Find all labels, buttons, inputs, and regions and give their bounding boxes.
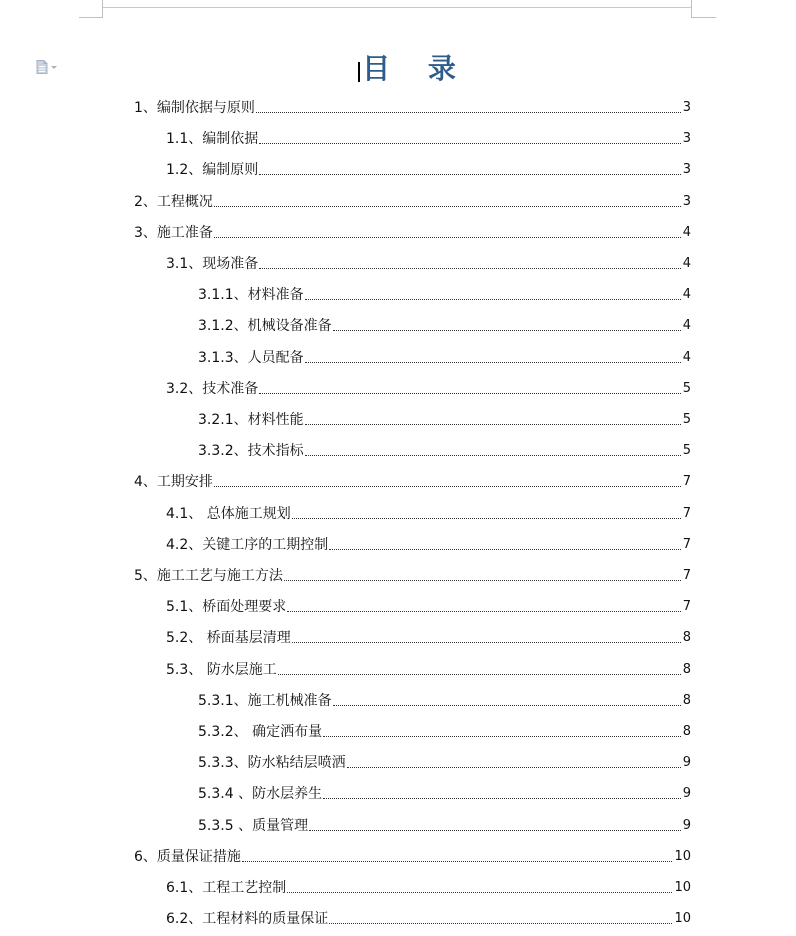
toc-entry-title: 1、编制依据与原则	[134, 100, 255, 116]
toc-entry[interactable]	[166, 659, 691, 679]
toc-dot-leader	[309, 830, 681, 831]
toc-dot-leader	[329, 923, 672, 924]
toc-entry-title: 6.2、工程材料的质量保证	[166, 911, 329, 927]
toc-entry[interactable]	[166, 503, 691, 523]
toc-entry-title: 3.2、技术准备	[166, 381, 259, 397]
toc-entry[interactable]	[198, 721, 691, 741]
toc-entry[interactable]	[166, 877, 691, 897]
toc-entry-title: 4、工期安排	[134, 474, 213, 490]
toc-entry[interactable]	[166, 253, 691, 273]
toc-entry-title: 6、质量保证措施	[134, 849, 241, 865]
toc-dot-leader	[323, 736, 681, 737]
toc-dot-leader	[242, 861, 673, 862]
toc-page-number: 5	[682, 412, 691, 427]
toc-dot-leader	[284, 580, 681, 581]
toc-entry-title: 3.3.2、技术指标	[198, 443, 304, 459]
toc-dot-leader	[259, 393, 680, 394]
toc-dot-leader	[323, 798, 681, 799]
toc-page-number: 10	[674, 849, 691, 864]
toc-page-number: 3	[682, 131, 691, 146]
toc-entry[interactable]	[134, 97, 691, 117]
page-corner-mark-left-vertical	[102, 0, 103, 18]
toc-dot-leader	[287, 611, 680, 612]
toc-page-number: 9	[682, 755, 691, 770]
toc-entry-title: 5.1、桥面处理要求	[166, 599, 287, 615]
toc-page-number: 3	[682, 194, 691, 209]
toc-entry-title: 3、施工准备	[134, 225, 213, 241]
toc-entry-title: 5.3.1、施工机械准备	[198, 693, 332, 709]
toc-dot-leader	[214, 486, 681, 487]
toc-entry-title: 3.1、现场准备	[166, 256, 259, 272]
toc-page-number: 7	[682, 537, 691, 552]
toc-page-number: 4	[682, 318, 691, 333]
toc-entry-title: 5.2、 桥面基层清理	[166, 630, 291, 646]
page-top-border	[102, 7, 692, 8]
toc-entry[interactable]	[198, 440, 691, 460]
toc-entry-title: 3.1.3、人员配备	[198, 350, 304, 366]
toc-entry[interactable]	[198, 315, 691, 335]
toc-dot-leader	[292, 642, 681, 643]
toc-page-number: 8	[682, 724, 691, 739]
toc-entry[interactable]	[166, 908, 691, 928]
toc-dot-leader	[214, 206, 681, 207]
toc-entry[interactable]	[198, 783, 691, 803]
toc-entry[interactable]	[166, 128, 691, 148]
toc-entry-title: 4.2、关键工序的工期控制	[166, 537, 329, 553]
text-cursor	[358, 62, 360, 82]
toc-page-number: 10	[674, 880, 691, 895]
toc-page-number: 7	[682, 599, 691, 614]
toc-dot-leader	[305, 362, 681, 363]
toc-dot-leader	[287, 892, 672, 893]
toc-title	[362, 50, 470, 88]
toc-entry-title: 3.1.2、机械设备准备	[198, 318, 332, 334]
toc-entry-title: 5.3.5 、质量管理	[198, 818, 309, 834]
toc-dot-leader	[305, 455, 681, 456]
toc-entry[interactable]	[198, 284, 691, 304]
toc-page-number: 7	[682, 568, 691, 583]
toc-page-number: 3	[682, 162, 691, 177]
toc-entry-title: 3.1.1、材料准备	[198, 287, 304, 303]
toc-page-number: 9	[682, 786, 691, 801]
toc-entry[interactable]	[134, 222, 691, 242]
toc-page-number: 4	[682, 256, 691, 271]
toc-entry-title: 5.3.3、防水粘结层喷洒	[198, 755, 346, 771]
toc-dot-leader	[259, 143, 680, 144]
toc-entry[interactable]	[198, 409, 691, 429]
toc-entry-title: 4.1、 总体施工规划	[166, 506, 291, 522]
toc-entry[interactable]	[198, 690, 691, 710]
toc-dot-leader	[333, 705, 681, 706]
toc-page-number: 4	[682, 350, 691, 365]
toc-entry-title: 5.3.2、 确定洒布量	[198, 724, 323, 740]
toc-page-number: 5	[682, 443, 691, 458]
toc-dot-leader	[259, 174, 680, 175]
toc-entry-title: 3.2.1、材料性能	[198, 412, 304, 428]
toc-page-number: 4	[682, 225, 691, 240]
toc-page-number: 10	[674, 911, 691, 926]
toc-dot-leader	[333, 330, 681, 331]
toc-entry[interactable]	[198, 347, 691, 367]
toc-page-number: 8	[682, 630, 691, 645]
toc-dot-leader	[305, 299, 681, 300]
toc-page-number: 4	[682, 287, 691, 302]
toc-entry-title: 5、施工工艺与施工方法	[134, 568, 283, 584]
toc-entry[interactable]	[134, 191, 691, 211]
toc-entry-title: 2、工程概况	[134, 194, 213, 210]
page-corner-mark-right	[692, 17, 716, 18]
toc-entry-title: 1.1、编制依据	[166, 131, 259, 147]
toc-page-number: 8	[682, 662, 691, 677]
toc-entry[interactable]	[198, 752, 691, 772]
toc-page-number: 3	[682, 100, 691, 115]
toc-title-text: 目 录	[362, 52, 470, 85]
toc-entry[interactable]	[198, 815, 691, 835]
toc-entry-title: 6.1、工程工艺控制	[166, 880, 287, 896]
toc-entry-title: 1.2、编制原则	[166, 162, 259, 178]
page-corner-mark-right-vertical	[691, 0, 692, 18]
toc-entry[interactable]	[166, 159, 691, 179]
toc-entry[interactable]	[166, 596, 691, 616]
toc-page-number: 7	[682, 506, 691, 521]
toc-entry[interactable]	[166, 534, 691, 554]
toc-page-number: 5	[682, 381, 691, 396]
toc-entry[interactable]	[134, 565, 691, 585]
toc-entry[interactable]	[134, 846, 691, 866]
toc-heading	[0, 50, 796, 90]
toc-dot-leader	[329, 549, 680, 550]
toc-dot-leader	[259, 268, 680, 269]
toc-dot-leader	[292, 518, 681, 519]
toc-page-number: 8	[682, 693, 691, 708]
toc-page-number: 9	[682, 818, 691, 833]
toc-entry[interactable]	[166, 627, 691, 647]
page-corner-mark-left	[79, 17, 103, 18]
toc-dot-leader	[256, 112, 681, 113]
toc-entry[interactable]	[166, 378, 691, 398]
toc-dot-leader	[278, 674, 681, 675]
toc-page-number: 7	[682, 474, 691, 489]
toc-dot-leader	[305, 424, 681, 425]
toc-dot-leader	[214, 237, 681, 238]
toc-entry[interactable]	[134, 471, 691, 491]
toc-entry-title: 5.3、 防水层施工	[166, 662, 277, 678]
toc-entry-title: 5.3.4 、防水层养生	[198, 786, 323, 802]
toc-dot-leader	[347, 767, 681, 768]
